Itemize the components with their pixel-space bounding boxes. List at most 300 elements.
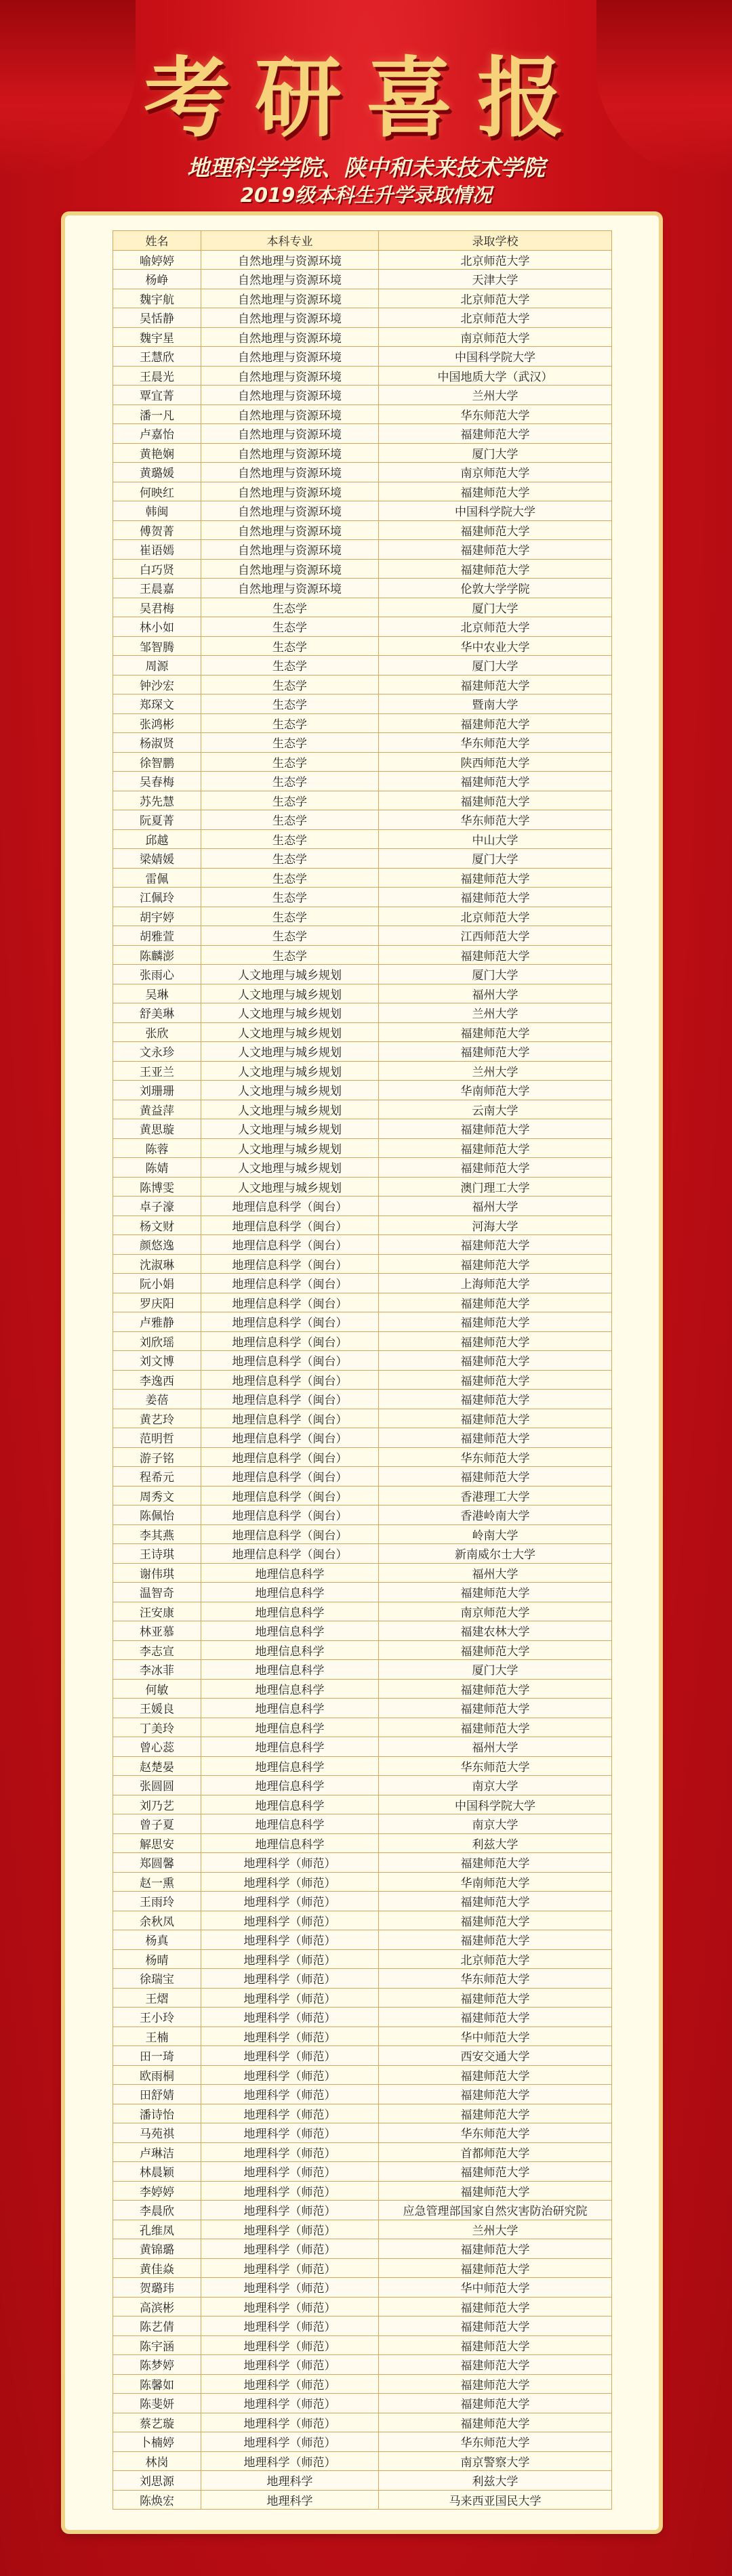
major-cell: 人文地理与城乡规划 <box>201 1177 379 1197</box>
student-name-cell: 杨晴 <box>113 1949 201 1969</box>
student-name-cell: 周源 <box>113 656 201 676</box>
student-name-cell: 文永珍 <box>113 1042 201 1062</box>
student-name-cell: 陈宇涵 <box>113 2335 201 2355</box>
student-name-cell: 林岗 <box>113 2451 201 2471</box>
school-cell: 福建师范大学 <box>379 1409 612 1428</box>
table-header-row <box>113 231 612 251</box>
school-cell: 福建师范大学 <box>379 1370 612 1390</box>
table-row <box>113 1969 612 1989</box>
table-row <box>113 810 612 830</box>
school-cell: 福建师范大学 <box>379 1042 612 1062</box>
school-cell: 岭南大学 <box>379 1524 612 1544</box>
table-row <box>113 1930 612 1950</box>
school-cell: 河海大学 <box>379 1216 612 1235</box>
student-name-cell: 傅贺菁 <box>113 520 201 540</box>
student-name-cell: 赵楚晏 <box>113 1756 201 1776</box>
school-cell: 华东师范大学 <box>379 404 612 424</box>
student-name-cell: 魏宇星 <box>113 327 201 347</box>
major-cell: 地理科学（师范） <box>201 2239 379 2259</box>
table-body <box>113 250 612 2510</box>
major-cell: 地理信息科学（闽台） <box>201 1351 379 1371</box>
school-cell: 南京师范大学 <box>379 327 612 347</box>
major-cell: 地理科学（师范） <box>201 2181 379 2201</box>
school-cell: 华东师范大学 <box>379 2432 612 2452</box>
table-row <box>113 1138 612 1158</box>
major-cell: 人文地理与城乡规划 <box>201 1061 379 1081</box>
school-cell: 福建师范大学 <box>379 1428 612 1448</box>
major-cell: 地理科学 <box>201 2471 379 2491</box>
student-name-cell: 王楠 <box>113 2027 201 2046</box>
table-row <box>113 404 612 424</box>
student-name-cell: 高滨彬 <box>113 2297 201 2317</box>
table-row <box>113 1544 612 1564</box>
major-cell: 地理科学（师范） <box>201 1872 379 1892</box>
table-row <box>113 791 612 810</box>
student-name-cell: 郑圆馨 <box>113 1853 201 1873</box>
major-cell: 地理信息科学（闽台） <box>201 1235 379 1255</box>
student-name-cell: 卢琳洁 <box>113 2142 201 2162</box>
school-cell: 福建师范大学 <box>379 1158 612 1178</box>
school-cell: 福建师范大学 <box>379 1699 612 1718</box>
student-name-cell: 欧雨桐 <box>113 2065 201 2085</box>
major-cell: 自然地理与资源环境 <box>201 308 379 328</box>
school-cell: 华东师范大学 <box>379 810 612 830</box>
major-cell: 地理科学（师范） <box>201 2317 379 2336</box>
school-cell: 福建师范大学 <box>379 888 612 907</box>
major-cell: 自然地理与资源环境 <box>201 463 379 482</box>
major-cell: 地理信息科学（闽台） <box>201 1216 379 1235</box>
school-cell: 福建师范大学 <box>379 2008 612 2027</box>
major-cell: 地理信息科学 <box>201 1602 379 1621</box>
student-name-cell: 舒美琳 <box>113 1003 201 1023</box>
school-cell: 福建师范大学 <box>379 482 612 501</box>
major-cell: 生态学 <box>201 733 379 753</box>
student-name-cell: 吴君梅 <box>113 598 201 617</box>
student-name-cell: 黄艺玲 <box>113 1409 201 1428</box>
table-row <box>113 1699 612 1718</box>
major-cell: 地理科学（师范） <box>201 2220 379 2239</box>
table-row <box>113 1756 612 1776</box>
table-row <box>113 1042 612 1062</box>
school-cell: 福建师范大学 <box>379 1892 612 1911</box>
school-cell: 伦敦大学学院 <box>379 579 612 598</box>
student-name-cell: 张雨心 <box>113 965 201 984</box>
student-name-cell: 李志宣 <box>113 1640 201 1660</box>
student-name-cell: 卢嘉怡 <box>113 424 201 444</box>
major-cell: 地理科学（师范） <box>201 2258 379 2278</box>
major-cell: 地理科学（师范） <box>201 2085 379 2104</box>
school-cell: 华东师范大学 <box>379 1756 612 1776</box>
student-name-cell: 张圆圆 <box>113 1776 201 1795</box>
school-cell: 马来西亚国民大学 <box>379 2490 612 2510</box>
school-cell: 福州大学 <box>379 1563 612 1583</box>
school-cell: 福建师范大学 <box>379 1312 612 1332</box>
school-cell: 福建师范大学 <box>379 1138 612 1158</box>
school-cell: 天津大学 <box>379 270 612 289</box>
table-row <box>113 1795 612 1814</box>
major-cell: 地理科学（师范） <box>201 2335 379 2355</box>
table-row <box>113 2046 612 2066</box>
table-row <box>113 1660 612 1680</box>
major-cell: 自然地理与资源环境 <box>201 559 379 579</box>
major-cell: 自然地理与资源环境 <box>201 386 379 405</box>
student-name-cell: 罗庆阳 <box>113 1293 201 1312</box>
table-row <box>113 1100 612 1119</box>
table-row <box>113 1370 612 1390</box>
student-name-cell: 刘乃艺 <box>113 1795 201 1814</box>
table-row <box>113 1486 612 1505</box>
school-cell: 福建师范大学 <box>379 2065 612 2085</box>
major-cell: 自然地理与资源环境 <box>201 327 379 347</box>
table-row <box>113 2394 612 2413</box>
major-cell: 生态学 <box>201 598 379 617</box>
major-cell: 地理信息科学（闽台） <box>201 1486 379 1505</box>
table-row <box>113 2142 612 2162</box>
major-cell: 人文地理与城乡规划 <box>201 1042 379 1062</box>
student-name-cell: 马苑祺 <box>113 2123 201 2143</box>
school-cell: 福建师范大学 <box>379 2239 612 2259</box>
student-name-cell: 丁美玲 <box>113 1718 201 1737</box>
student-name-cell: 陈佩怡 <box>113 1505 201 1525</box>
table-row <box>113 1293 612 1312</box>
table-row <box>113 1602 612 1621</box>
school-cell: 华中师范大学 <box>379 2027 612 2046</box>
school-cell: 福建师范大学 <box>379 1853 612 1873</box>
student-name-cell: 余秋凤 <box>113 1911 201 1930</box>
school-cell: 厦门大学 <box>379 598 612 617</box>
table-row <box>113 2451 612 2471</box>
student-name-cell: 颜悠逸 <box>113 1235 201 1255</box>
table-row <box>113 2065 612 2085</box>
student-name-cell: 潘诗怡 <box>113 2104 201 2123</box>
major-cell: 地理信息科学 <box>201 1814 379 1834</box>
student-name-cell: 王媛良 <box>113 1699 201 1718</box>
major-cell: 自然地理与资源环境 <box>201 270 379 289</box>
major-cell: 自然地理与资源环境 <box>201 347 379 367</box>
major-cell: 人文地理与城乡规划 <box>201 1081 379 1100</box>
table-row <box>113 926 612 946</box>
major-cell: 地理科学（师范） <box>201 2432 379 2452</box>
student-name-cell: 吴琳 <box>113 984 201 1003</box>
table-row <box>113 1911 612 1930</box>
table-row <box>113 1892 612 1911</box>
major-cell: 人文地理与城乡规划 <box>201 1158 379 1178</box>
school-cell: 福建师范大学 <box>379 1467 612 1487</box>
table-row <box>113 2413 612 2432</box>
school-cell: 北京师范大学 <box>379 1949 612 1969</box>
table-row <box>113 1177 612 1197</box>
school-cell: 厦门大学 <box>379 656 612 676</box>
table-row <box>113 2258 612 2278</box>
table-row <box>113 250 612 270</box>
major-cell: 生态学 <box>201 868 379 888</box>
school-cell: 华东师范大学 <box>379 2123 612 2143</box>
school-cell: 福建师范大学 <box>379 772 612 791</box>
major-cell: 人文地理与城乡规划 <box>201 984 379 1003</box>
school-cell: 福建师范大学 <box>379 675 612 694</box>
student-name-cell: 郑琛文 <box>113 694 201 714</box>
major-cell: 自然地理与资源环境 <box>201 443 379 463</box>
student-name-cell: 陈婧 <box>113 1158 201 1178</box>
table-row <box>113 540 612 560</box>
school-cell: 南京师范大学 <box>379 1602 612 1621</box>
school-cell: 福建师范大学 <box>379 2104 612 2123</box>
table-row <box>113 1428 612 1448</box>
student-name-cell: 李婷婷 <box>113 2181 201 2201</box>
school-cell: 福建师范大学 <box>379 1235 612 1255</box>
table-row <box>113 984 612 1003</box>
school-cell: 中国科学院大学 <box>379 347 612 367</box>
student-name-cell: 吴恬静 <box>113 308 201 328</box>
table-row <box>113 347 612 367</box>
major-cell: 地理信息科学（闽台） <box>201 1544 379 1564</box>
major-cell: 地理科学（师范） <box>201 1969 379 1989</box>
major-cell: 自然地理与资源环境 <box>201 540 379 560</box>
table-row <box>113 1583 612 1602</box>
school-cell: 福建师范大学 <box>379 1911 612 1930</box>
major-cell: 自然地理与资源环境 <box>201 250 379 270</box>
school-cell: 北京师范大学 <box>379 907 612 926</box>
table-row <box>113 289 612 308</box>
table-row <box>113 772 612 791</box>
major-cell: 生态学 <box>201 713 379 733</box>
school-cell: 南京警察大学 <box>379 2451 612 2471</box>
major-cell: 地理信息科学（闽台） <box>201 1370 379 1390</box>
table-row <box>113 2278 612 2298</box>
major-cell: 地理科学（师范） <box>201 2201 379 2220</box>
major-cell: 地理信息科学 <box>201 1640 379 1660</box>
student-name-cell: 卢雅静 <box>113 1312 201 1332</box>
table-row <box>113 2490 612 2510</box>
major-cell: 地理信息科学（闽台） <box>201 1447 379 1467</box>
student-name-cell: 陈博雯 <box>113 1177 201 1197</box>
student-name-cell: 李其燕 <box>113 1524 201 1544</box>
header-name: 姓名 <box>113 231 201 251</box>
school-cell: 中山大学 <box>379 829 612 849</box>
school-cell: 福建师范大学 <box>379 945 612 965</box>
table-row <box>113 520 612 540</box>
table-row <box>113 2181 612 2201</box>
school-cell: 福建师范大学 <box>379 2317 612 2336</box>
table-row <box>113 2297 612 2317</box>
major-cell: 生态学 <box>201 772 379 791</box>
table-row <box>113 1312 612 1332</box>
major-cell: 人文地理与城乡规划 <box>201 1022 379 1042</box>
table-row <box>113 1872 612 1892</box>
major-cell: 地理科学（师范） <box>201 2046 379 2066</box>
school-cell: 福建师范大学 <box>379 1254 612 1274</box>
major-cell: 生态学 <box>201 926 379 946</box>
student-name-cell: 田舒婧 <box>113 2085 201 2104</box>
table-row <box>113 733 612 753</box>
major-cell: 人文地理与城乡规划 <box>201 1003 379 1023</box>
school-cell: 北京师范大学 <box>379 617 612 637</box>
header-major: 本科专业 <box>201 231 379 251</box>
student-name-cell: 王小玲 <box>113 2008 201 2027</box>
school-cell: 福建师范大学 <box>379 559 612 579</box>
table-row <box>113 2104 612 2123</box>
school-cell: 福建师范大学 <box>379 2258 612 2278</box>
major-cell: 地理信息科学（闽台） <box>201 1505 379 1525</box>
major-cell: 自然地理与资源环境 <box>201 579 379 598</box>
school-cell: 利兹大学 <box>379 2471 612 2491</box>
table-row <box>113 2355 612 2375</box>
table-row <box>113 636 612 656</box>
table-row <box>113 965 612 984</box>
school-cell: 福建师范大学 <box>379 2355 612 2375</box>
major-cell: 生态学 <box>201 752 379 772</box>
header-school: 录取学校 <box>379 231 612 251</box>
table-row <box>113 1853 612 1873</box>
table-row <box>113 2123 612 2143</box>
student-name-cell: 林小如 <box>113 617 201 637</box>
school-cell: 南京大学 <box>379 1776 612 1795</box>
admission-table-container <box>113 230 611 2510</box>
major-cell: 地理信息科学 <box>201 1699 379 1718</box>
school-cell: 南京大学 <box>379 1814 612 1834</box>
major-cell: 地理信息科学 <box>201 1776 379 1795</box>
major-cell: 地理科学（师范） <box>201 2162 379 2182</box>
student-name-cell: 林亚慕 <box>113 1621 201 1641</box>
school-cell: 江西师范大学 <box>379 926 612 946</box>
school-cell: 香港理工大学 <box>379 1486 612 1505</box>
table-row <box>113 2335 612 2355</box>
student-name-cell: 邱越 <box>113 829 201 849</box>
table-row <box>113 829 612 849</box>
major-cell: 地理信息科学（闽台） <box>201 1409 379 1428</box>
table-row <box>113 1331 612 1351</box>
school-cell: 厦门大学 <box>379 1660 612 1680</box>
school-cell: 兰州大学 <box>379 2220 612 2239</box>
school-cell: 福建师范大学 <box>379 1351 612 1371</box>
table-row <box>113 1640 612 1660</box>
table-row <box>113 2085 612 2104</box>
table-row <box>113 1679 612 1699</box>
major-cell: 地理信息科学 <box>201 1795 379 1814</box>
student-name-cell: 赵一熏 <box>113 1872 201 1892</box>
school-cell: 兰州大学 <box>379 1003 612 1023</box>
table-row <box>113 482 612 501</box>
major-cell: 地理信息科学 <box>201 1660 379 1680</box>
table-row <box>113 675 612 694</box>
table-row <box>113 1081 612 1100</box>
major-cell: 生态学 <box>201 656 379 676</box>
major-cell: 地理科学 <box>201 2490 379 2510</box>
major-cell: 自然地理与资源环境 <box>201 424 379 444</box>
major-cell: 人文地理与城乡规划 <box>201 1138 379 1158</box>
table-row <box>113 1254 612 1274</box>
table-row <box>113 868 612 888</box>
student-name-cell: 谢伟琪 <box>113 1563 201 1583</box>
school-cell: 福建农林大学 <box>379 1621 612 1641</box>
major-cell: 地理科学（师范） <box>201 1853 379 1873</box>
student-name-cell: 江佩玲 <box>113 888 201 907</box>
student-name-cell: 梁婧媛 <box>113 849 201 869</box>
table-row <box>113 2162 612 2182</box>
major-cell: 地理科学（师范） <box>201 2355 379 2375</box>
school-cell: 福建师范大学 <box>379 791 612 810</box>
school-cell: 福建师范大学 <box>379 2162 612 2182</box>
major-cell: 生态学 <box>201 694 379 714</box>
student-name-cell: 蔡艺璇 <box>113 2413 201 2432</box>
school-cell: 福建师范大学 <box>379 540 612 560</box>
school-cell: 华东师范大学 <box>379 1447 612 1467</box>
student-name-cell: 黄艳娴 <box>113 443 201 463</box>
student-name-cell: 雷佩 <box>113 868 201 888</box>
major-cell: 地理科学（师范） <box>201 2027 379 2046</box>
student-name-cell: 贺璐玮 <box>113 2278 201 2298</box>
table-row <box>113 2220 612 2239</box>
student-name-cell: 徐智鹏 <box>113 752 201 772</box>
major-cell: 地理科学（师范） <box>201 1911 379 1930</box>
student-name-cell: 王慧欣 <box>113 347 201 367</box>
major-cell: 生态学 <box>201 636 379 656</box>
school-cell: 福建师范大学 <box>379 520 612 540</box>
student-name-cell: 周秀文 <box>113 1486 201 1505</box>
major-cell: 自然地理与资源环境 <box>201 404 379 424</box>
student-name-cell: 张鸿彬 <box>113 713 201 733</box>
school-cell: 暨南大学 <box>379 694 612 714</box>
major-cell: 地理科学（师范） <box>201 2394 379 2413</box>
student-name-cell: 吴春梅 <box>113 772 201 791</box>
school-cell: 华东师范大学 <box>379 1969 612 1989</box>
major-cell: 地理信息科学（闽台） <box>201 1390 379 1409</box>
student-name-cell: 刘思源 <box>113 2471 201 2491</box>
student-name-cell: 游子铭 <box>113 1447 201 1467</box>
major-cell: 地理信息科学 <box>201 1833 379 1853</box>
school-cell: 福州大学 <box>379 984 612 1003</box>
student-name-cell: 陈馨如 <box>113 2374 201 2394</box>
school-cell: 西安交通大学 <box>379 2046 612 2066</box>
school-cell: 福建师范大学 <box>379 2297 612 2317</box>
student-name-cell: 苏先慧 <box>113 791 201 810</box>
school-cell: 厦门大学 <box>379 849 612 869</box>
major-cell: 生态学 <box>201 888 379 907</box>
student-name-cell: 黄佳焱 <box>113 2258 201 2278</box>
school-cell: 首都师范大学 <box>379 2142 612 2162</box>
school-cell: 福建师范大学 <box>379 1119 612 1139</box>
major-cell: 地理信息科学 <box>201 1621 379 1641</box>
school-cell: 福建师范大学 <box>379 1988 612 2008</box>
table-row <box>113 1119 612 1139</box>
major-cell: 地理信息科学（闽台） <box>201 1274 379 1293</box>
admission-table <box>113 230 612 2510</box>
school-cell: 华南师范大学 <box>379 1081 612 1100</box>
student-name-cell: 曾子夏 <box>113 1814 201 1834</box>
table-row <box>113 1737 612 1757</box>
student-name-cell: 沈淑琳 <box>113 1254 201 1274</box>
major-cell: 人文地理与城乡规划 <box>201 965 379 984</box>
school-cell: 福建师范大学 <box>379 713 612 733</box>
student-name-cell: 范明哲 <box>113 1428 201 1448</box>
major-cell: 地理信息科学（闽台） <box>201 1467 379 1487</box>
major-cell: 地理信息科学 <box>201 1718 379 1737</box>
table-row <box>113 1447 612 1467</box>
table-row <box>113 1390 612 1409</box>
student-name-cell: 王晨嘉 <box>113 579 201 598</box>
major-cell: 生态学 <box>201 810 379 830</box>
school-cell: 福州大学 <box>379 1737 612 1757</box>
school-cell: 兰州大学 <box>379 1061 612 1081</box>
student-name-cell: 崔语嫣 <box>113 540 201 560</box>
major-cell: 地理科学（师范） <box>201 2123 379 2143</box>
major-cell: 自然地理与资源环境 <box>201 482 379 501</box>
student-name-cell: 覃宜菁 <box>113 386 201 405</box>
student-name-cell: 王雨玲 <box>113 1892 201 1911</box>
school-cell: 福建师范大学 <box>379 2413 612 2432</box>
school-cell: 中国科学院大学 <box>379 501 612 521</box>
major-cell: 地理科学（师范） <box>201 2297 379 2317</box>
